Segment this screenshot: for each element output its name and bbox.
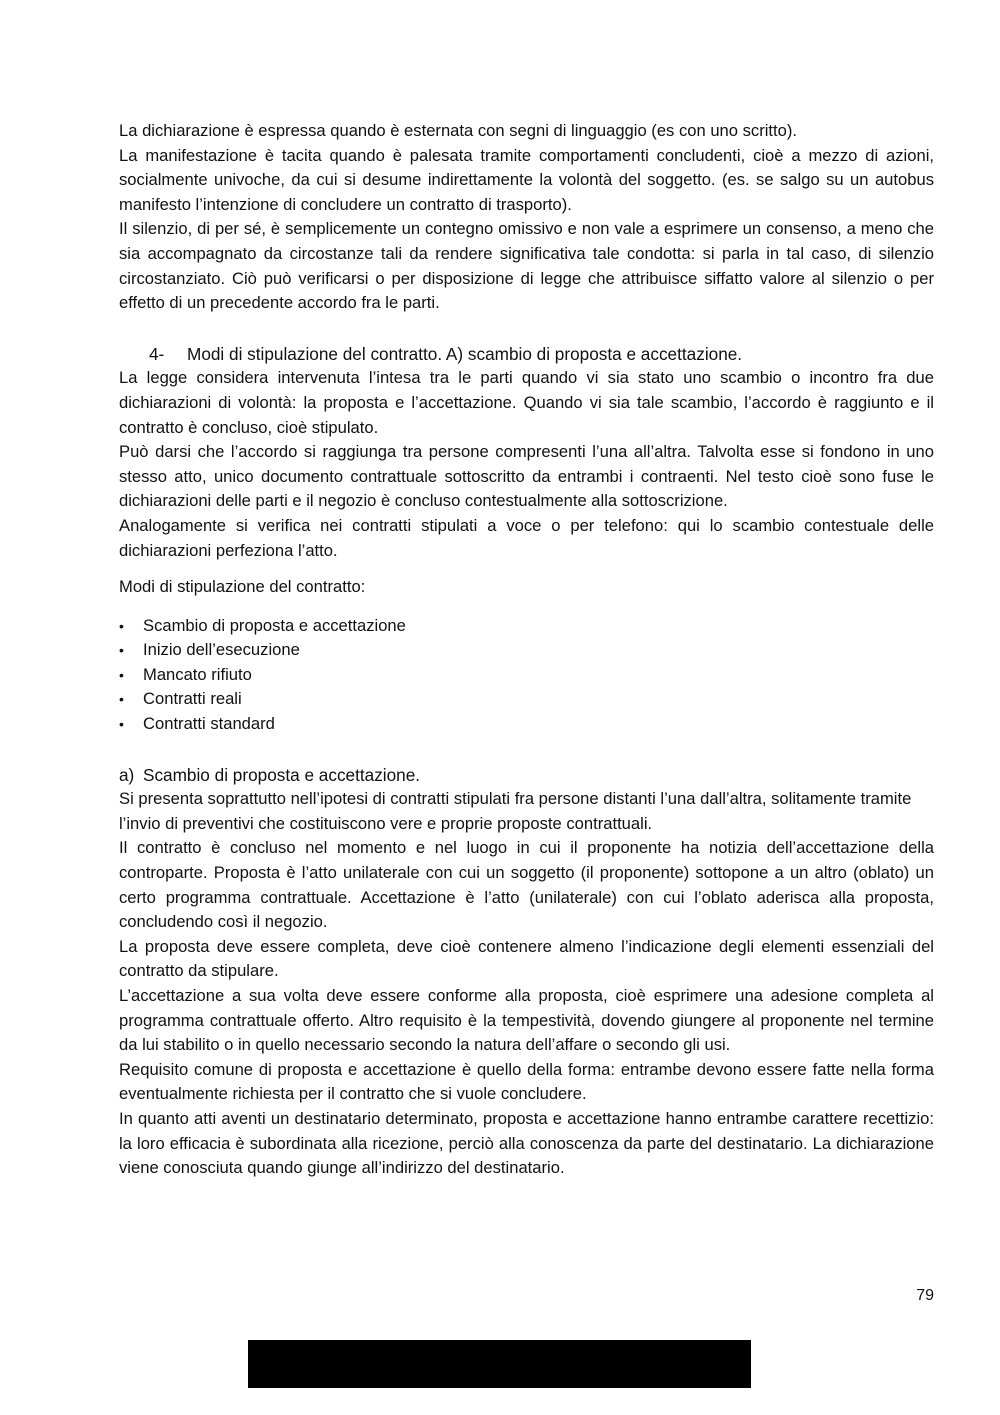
paragraph-contratto-concluso: Il contratto è concluso nel momento e nel luogo in cui il proponente ha notizia dell’accettazione della controparte. Proposta è l’atto unilaterale con cui un soggetto (il proponente) sottopone a un altro (oblato) un certo programma contrattuale. Accettazione è l’atto (unilaterale) con cui l’oblato aderisca alla proposta, concludendo così il negozio. (119, 838, 934, 932)
stipulation-modes-list (119, 614, 934, 737)
subsection-a-title: Scambio di proposta e accettazione. (143, 764, 421, 785)
section-4-number: 4- (149, 343, 165, 364)
paragraph-voce-telefono: Analogamente si verifica nei contratti stipulati a voce o per telefono: qui lo scambio contestuale delle dichiarazioni perfeziona l’atto. (119, 515, 934, 560)
subsection-a-heading (119, 763, 934, 788)
paragraph-distanti: Si presenta soprattutto nell’ipotesi di contratti stipulati fra persone distanti l’una dall’altra, solitamente tramite l’invio di preventivi che costituiscono vere e proprie proposte contrattuali. (119, 789, 912, 833)
list-item: • Inizio dell’esecuzione (119, 638, 934, 663)
section-4-heading (119, 342, 934, 367)
page-number: 79 (916, 1287, 934, 1304)
bullet-icon: • (119, 666, 124, 683)
list-item: • Scambio di proposta e accettazione (119, 614, 934, 639)
list-intro: Modi di stipulazione del contratto: (119, 577, 366, 597)
bullet-icon: • (119, 617, 124, 634)
bullet-icon: • (119, 716, 124, 733)
paragraph-dichiarazione-espressa: La dichiarazione è espressa quando è esternata con segni di linguaggio (es con uno scritto). (119, 121, 798, 140)
paragraph-manifestazione-tacita: La manifestazione è tacita quando è palesata tramite comportamenti concludenti, cioè a mezzo di azioni, socialmente univoche, da cui si desume indirettamente la volontà del soggetto. (es. se salgo su un autobus manifesto l’intenzione di concludere un contratto di trasporto). (119, 145, 934, 214)
paragraph-recettizio: In quanto atti aventi un destinatario determinato, proposta e accettazione hanno entrambe carattere recettizio: la loro efficacia è subordinata alla ricezione, perciò alla conoscenza da parte del destinatario. La dichiarazione viene conosciuta quando giunge all’indirizzo del destinatario. (119, 1108, 934, 1178)
list-item: • Mancato rifiuto (119, 663, 934, 688)
paragraph-proposta-completa: La proposta deve essere completa, deve cioè contenere almeno l’indicazione degli elementi essenziali del contratto da stipulare. (119, 936, 934, 981)
paragraph-forma: Requisito comune di proposta e accettazione è quello della forma: entrambe devono essere fatte nella forma eventualmente richiesta per il contratto che si vuole concludere. (119, 1059, 934, 1104)
paragraph-intesa: La legge considera intervenuta l’intesa tra le parti quando vi sia stato uno scambio o incontro fra due dichiarazioni di volontà: la proposta e l’accettazione. Quando vi sia tale scambio, l’accordo è raggiunto e il contratto è concluso, cioè stipulato. (119, 368, 934, 437)
paragraph-silenzio: Il silenzio, di per sé, è semplicemente un contegno omissivo e non vale a esprimere un consenso, a meno che sia accompagnato da circostanze tali da rendere significativa tale condotta: si parla in tal caso, di silenzio circostanziato. Ciò può verificarsi o per disposizione di legge che attribuisce siffatto valore al silenzio o per effetto di un precedente accordo fra le parti. (119, 219, 934, 313)
page-body (119, 119, 934, 1181)
subsection-a-mark: a) (119, 764, 135, 785)
section-4-title: Modi di stipulazione del contratto. A) scambio di proposta e accettazione. (187, 343, 743, 364)
paragraph-accettazione-conforme: L’accettazione a sua volta deve essere conforme alla proposta, cioè esprimere una adesione completa al programma contrattuale offerto. Altro requisito è la tempestività, dovendo giungere al proponente nel termine da lui stabilito o in quello necessario secondo la natura dell’affare o secondo gli usi. (119, 986, 934, 1055)
bullet-icon: • (119, 691, 124, 708)
list-item: • Contratti standard (119, 712, 934, 737)
list-item: • Contratti reali (119, 687, 934, 712)
paragraph-compresenti: Può darsi che l’accordo si raggiunga tra persone compresenti l’una all’altra. Talvolta esse si fondono in uno stesso atto, unico documento contrattuale sottoscritto da entrambi i contraenti. Nel testo cioè sono fuse le dichiarazioni delle parti e il negozio è concluso contestualmente alla sottoscrizione. (119, 442, 934, 511)
bullet-icon: • (119, 642, 124, 659)
footer-black-bar (248, 1340, 751, 1388)
